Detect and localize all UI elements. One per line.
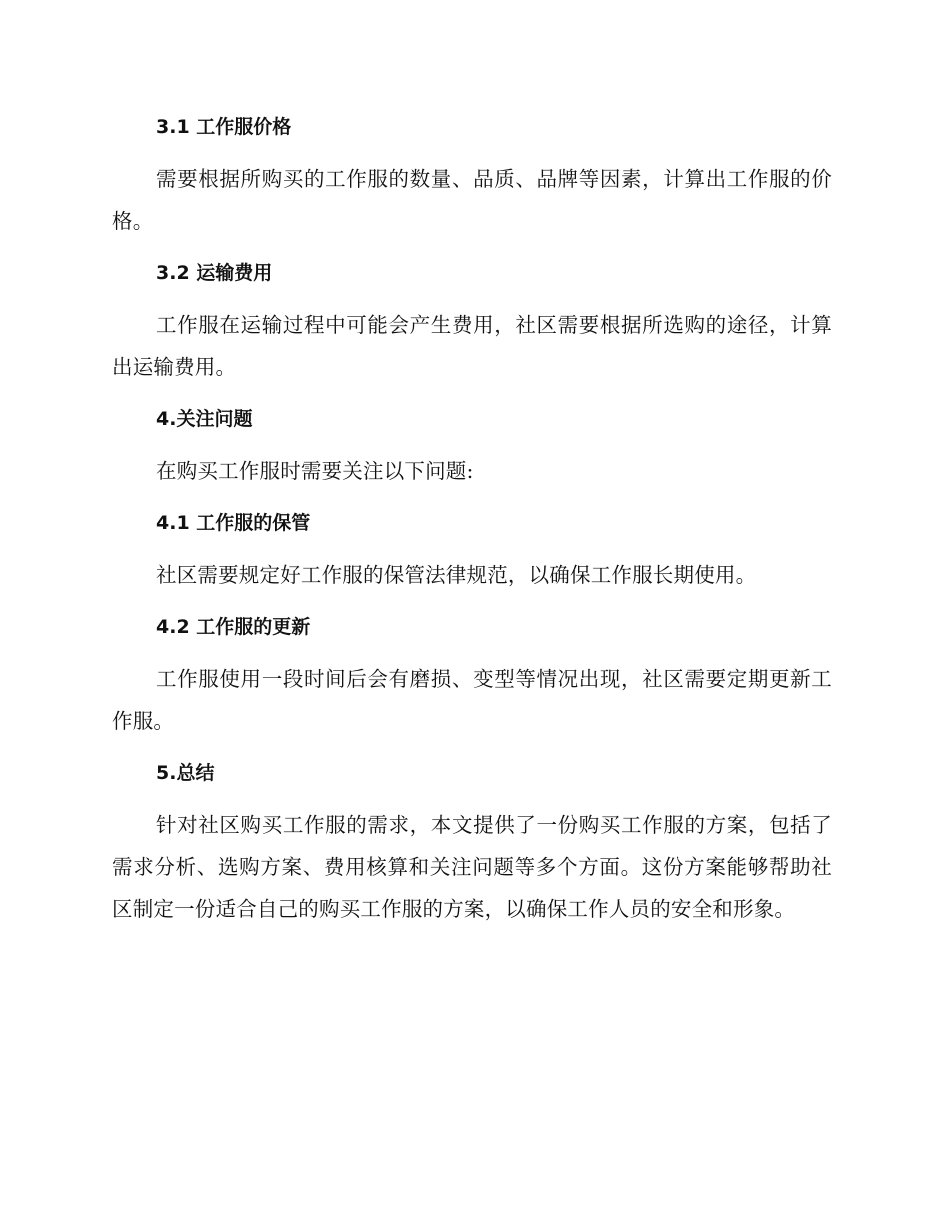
section-paragraph-4: 在购买工作服时需要关注以下问题: bbox=[156, 459, 474, 483]
section-heading-4: 4.关注问题 bbox=[156, 408, 253, 430]
section-paragraph-4-1: 社区需要规定好工作服的保管法律规范，以确保工作服长期使用。 bbox=[156, 563, 757, 587]
document-page bbox=[112, 110, 832, 930]
section-heading-3-1: 3.1 工作服价格 bbox=[156, 116, 292, 138]
section-heading-4-1: 4.1 工作服的保管 bbox=[156, 512, 311, 534]
section-paragraph-3-2: 工作服在运输过程中可能会产生费用，社区需要根据所选购的途径，计算出运输费用。 bbox=[112, 313, 832, 379]
section-paragraph-3-1: 需要根据所购买的工作服的数量、品质、品牌等因素，计算出工作服的价格。 bbox=[112, 167, 832, 233]
section-heading-4-2: 4.2 工作服的更新 bbox=[156, 616, 311, 638]
section-heading-5: 5.总结 bbox=[156, 762, 215, 784]
section-heading-3-2: 3.2 运输费用 bbox=[156, 262, 273, 284]
section-paragraph-5: 针对社区购买工作服的需求，本文提供了一份购买工作服的方案，包括了需求分析、选购方案、费用核算和关注问题等多个方面。这份方案能够帮助社区制定一份适合自己的购买工作服的方案，以确保工作人员的安全和形象。 bbox=[112, 813, 832, 921]
section-paragraph-4-2: 工作服使用一段时间后会有磨损、变型等情况出现，社区需要定期更新工作服。 bbox=[112, 667, 832, 733]
